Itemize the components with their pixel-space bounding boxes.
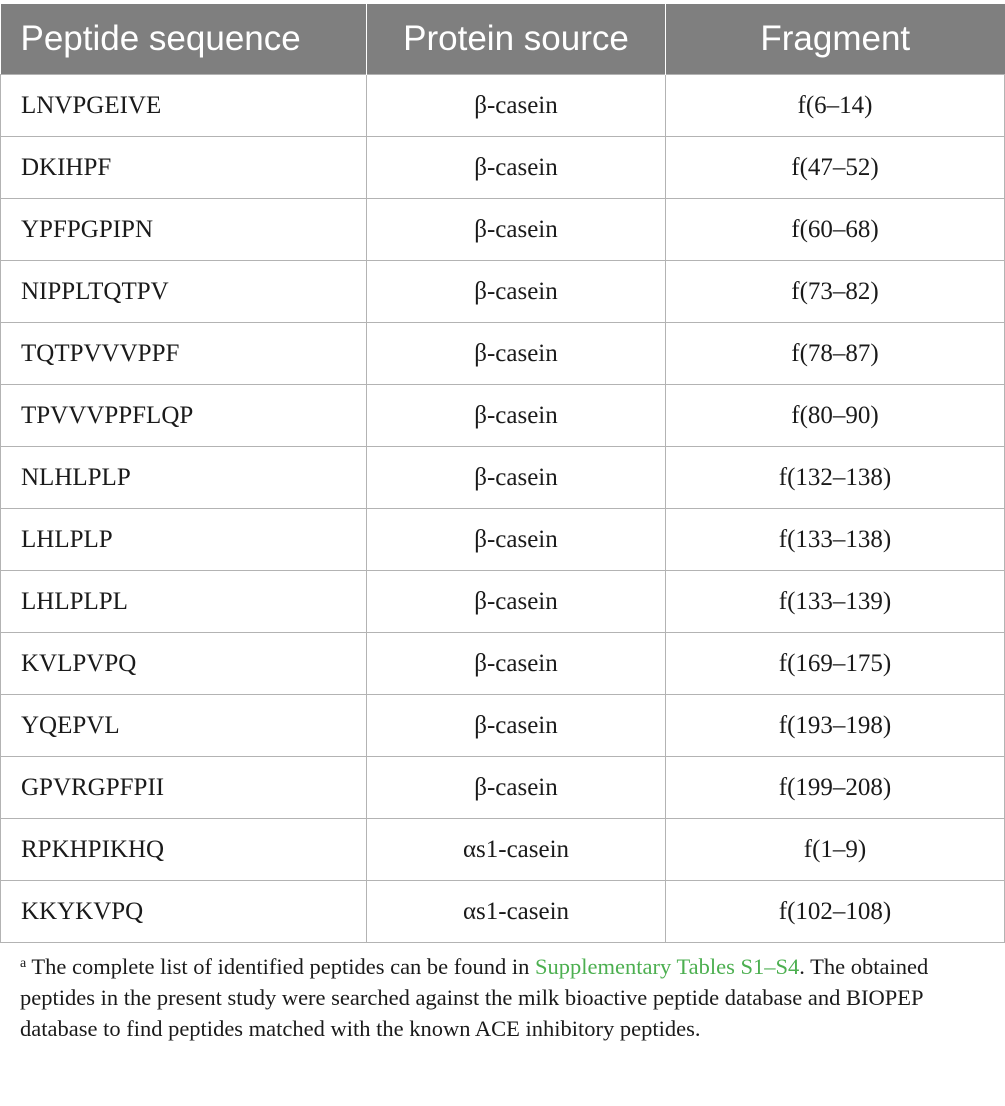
peptide-table xyxy=(0,4,1005,943)
protein-source-cell: β-casein xyxy=(367,323,666,385)
table-body xyxy=(1,75,1005,943)
header-peptide-sequence: Peptide sequence xyxy=(1,4,367,75)
peptide-sequence-cell: TQTPVVVPPF xyxy=(1,323,367,385)
table-row xyxy=(1,261,1005,323)
table-row xyxy=(1,881,1005,943)
peptide-sequence-cell: YQEPVL xyxy=(1,695,367,757)
fragment-cell: f(199–208) xyxy=(666,757,1005,819)
fragment-cell: f(1–9) xyxy=(666,819,1005,881)
fragment-cell: f(73–82) xyxy=(666,261,1005,323)
protein-source-cell: β-casein xyxy=(367,447,666,509)
table-row xyxy=(1,199,1005,261)
protein-source-cell: β-casein xyxy=(367,261,666,323)
protein-source-cell: β-casein xyxy=(367,695,666,757)
fragment-cell: f(6–14) xyxy=(666,75,1005,137)
peptide-sequence-cell: NIPPLTQTPV xyxy=(1,261,367,323)
peptide-sequence-cell: TPVVVPPFLQP xyxy=(1,385,367,447)
fragment-cell: f(47–52) xyxy=(666,137,1005,199)
header-row xyxy=(1,4,1005,75)
peptide-sequence-cell: KVLPVPQ xyxy=(1,633,367,695)
table-row xyxy=(1,509,1005,571)
fragment-cell: f(169–175) xyxy=(666,633,1005,695)
table-row xyxy=(1,695,1005,757)
protein-source-cell: αs1-casein xyxy=(367,819,666,881)
protein-source-cell: β-casein xyxy=(367,137,666,199)
peptide-sequence-cell: DKIHPF xyxy=(1,137,367,199)
fragment-cell: f(132–138) xyxy=(666,447,1005,509)
fragment-cell: f(60–68) xyxy=(666,199,1005,261)
peptide-sequence-cell: GPVRGPFPII xyxy=(1,757,367,819)
protein-source-cell: β-casein xyxy=(367,199,666,261)
protein-source-cell: β-casein xyxy=(367,385,666,447)
table-row xyxy=(1,137,1005,199)
protein-source-cell: β-casein xyxy=(367,571,666,633)
peptide-sequence-cell: LHLPLP xyxy=(1,509,367,571)
header-fragment: Fragment xyxy=(666,4,1005,75)
fragment-cell: f(133–138) xyxy=(666,509,1005,571)
protein-source-cell: β-casein xyxy=(367,509,666,571)
footnote-text-after: . The obtained peptides in the present study were searched against the milk bioactive peptide database and BIOPEP database to find peptides matched with the known ACE inhibitory peptides. xyxy=(20,954,929,1041)
table-row xyxy=(1,447,1005,509)
table-header xyxy=(1,4,1005,75)
footnote-text-before: The complete list of identified peptides can be found in xyxy=(26,954,536,979)
peptide-sequence-cell: LHLPLPL xyxy=(1,571,367,633)
protein-source-cell: β-casein xyxy=(367,75,666,137)
peptide-sequence-cell: RPKHPIKHQ xyxy=(1,819,367,881)
peptide-sequence-cell: KKYKVPQ xyxy=(1,881,367,943)
protein-source-cell: β-casein xyxy=(367,633,666,695)
table-row xyxy=(1,757,1005,819)
supplementary-tables-link[interactable]: Supplementary Tables S1–S4 xyxy=(535,954,800,979)
table-row xyxy=(1,819,1005,881)
table-footnote xyxy=(20,951,995,1044)
fragment-cell: f(193–198) xyxy=(666,695,1005,757)
fragment-cell: f(80–90) xyxy=(666,385,1005,447)
footnote-marker: a xyxy=(20,956,27,971)
fragment-cell: f(78–87) xyxy=(666,323,1005,385)
table-row xyxy=(1,75,1005,137)
table-row xyxy=(1,633,1005,695)
fragment-cell: f(102–108) xyxy=(666,881,1005,943)
peptide-sequence-cell: NLHLPLP xyxy=(1,447,367,509)
protein-source-cell: β-casein xyxy=(367,757,666,819)
table-row xyxy=(1,385,1005,447)
peptide-sequence-cell: YPFPGPIPN xyxy=(1,199,367,261)
peptide-sequence-cell: LNVPGEIVE xyxy=(1,75,367,137)
table-row xyxy=(1,571,1005,633)
protein-source-cell: αs1-casein xyxy=(367,881,666,943)
table-row xyxy=(1,323,1005,385)
fragment-cell: f(133–139) xyxy=(666,571,1005,633)
header-protein-source: Protein source xyxy=(367,4,666,75)
